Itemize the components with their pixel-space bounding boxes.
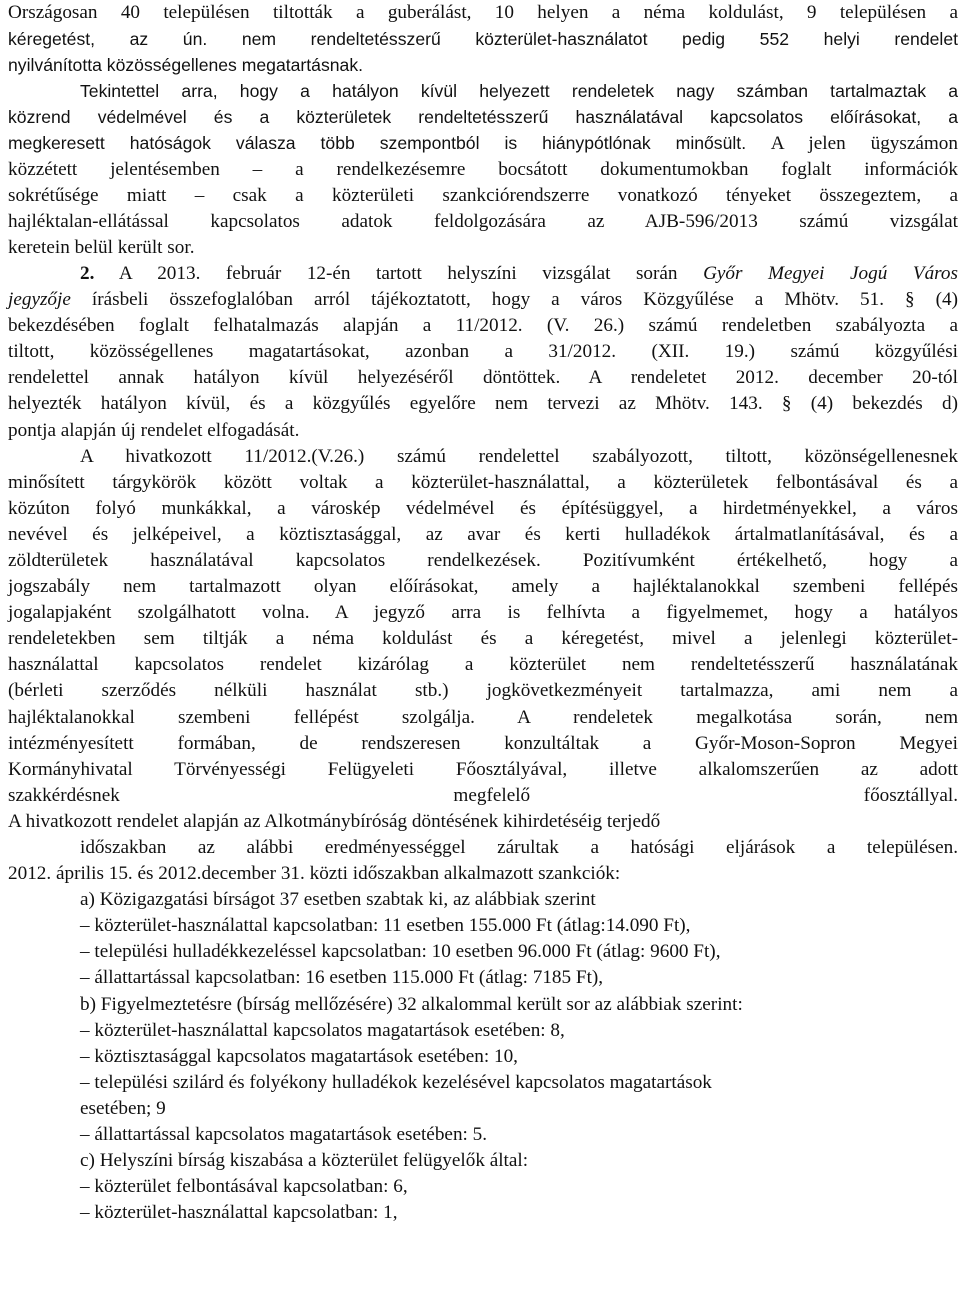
text-line: hajléktalan-ellátással kapcsolatos adatok feldolgozására az AJB-596/2013 számú vizsgálat (8, 210, 958, 232)
text-line: hajléktalanokkal szembeni fellépést szolgálja. A rendeletek megalkotása során, nem (8, 706, 958, 728)
text-line: Tekintettel arra, hogy a hatályon kívül helyezett rendeletek nagy számban tartalmaztak a (80, 81, 958, 102)
text-line: használattal kapcsolatos rendelet kizárólag a közterület nem rendeltetésszerű használatának (8, 654, 958, 676)
document-page (8, 0, 958, 1253)
text-line (8, 287, 958, 313)
list-item: – köztisztasággal kapcsolatos magatartások esetében: 10, (80, 1045, 518, 1067)
text-line: közrend védelmével és a közterületek rendeltetésszerű használatával kapcsolatos előírásokat, a (8, 107, 958, 128)
text-line: (bérleti szerződés nélküli használat stb.) jogkövetkezményeit tartalmazza, ami nem a (8, 680, 958, 702)
text-line: jogszabály nem tartalmazott olyan előírásokat, amely a hajléktalanokkal szembeni fellépés (8, 576, 958, 598)
text-line: Kormányhivatal Törvényességi Felügyeleti Főosztályával, illetve alkalomszerűen az adott (8, 758, 958, 780)
text-line: jogalapjaként szolgálhatott volna. A jegyző arra is felhívta a figyelmemet, hogy a hatályos (8, 602, 958, 624)
list-item (8, 1226, 958, 1252)
text-line: A hivatkozott rendelet alapján az Alkotmánybíróság döntésének kihirdetéséig terjedő (8, 810, 661, 832)
section-number: 2. (80, 262, 95, 284)
list-item-continuation: – állattartással kapcsolatos magatartások esetében: 5. (80, 1124, 488, 1146)
text-line: rendeletekben sem tiltják a néma koldulást és a kéregetést, mivel a jelenlegi közterület- (8, 628, 958, 650)
text-line: pontja alapján új rendelet elfogadását. (8, 419, 300, 441)
list-item: esetében; 9 (80, 1097, 166, 1119)
list-item: – közterület-használattal kapcsolatban: 1, (80, 1202, 398, 1224)
text-line: nevével és jelképeivel, a köztisztasággal, az avar és kerti hulladékok ártalmatlanításával, és a (8, 523, 958, 545)
text-line: bekezdésében foglalt felhatalmazás alapján a 11/2012. (V. 26.) számú rendeletben szabályozta a (8, 315, 958, 337)
text-line: időszakban az alábbi eredményességgel zárultak a hatósági eljárások a településen. (80, 837, 958, 858)
text-line: kéregetést, az ún. nem rendeltetésszerű közterület-használatot pedig 552 helyi rendelet (8, 29, 958, 50)
text-line: zöldterületek használatával kapcsolatos rendelkezések. Pozitívumként értékelhető, hogy a (8, 549, 958, 571)
text-span: jegyzője (8, 289, 71, 311)
text-line: nyilvánította közösségellenes megatartásnak. (8, 55, 364, 76)
text-line: Országosan 40 településen tiltották a guberálást, 10 helyen a néma koldulást, 9 településen a (8, 2, 958, 23)
text-line: intézményesített formában, de rendszeresen konzultáltak a Győr-Moson-Sopron Megyei (8, 732, 958, 754)
text-span: Győr Megyei Jogú Város (703, 262, 958, 284)
text-line: minősített tárgykörök között voltak a közterület-használattal, a közterületek felbontásával és a (8, 471, 958, 493)
text-line: A hivatkozott 11/2012.(V.26.) számú rendelettel szabályozott, tiltott, közönségellenesnek (80, 445, 958, 467)
text-line: sokrétűsége miatt – csak a közterületi szankciórendszerre vonatkozó tényeket összegeztem, a (8, 184, 958, 206)
text-line (8, 130, 958, 156)
text-line: rendelettel annak hatályon kívül helyezéséről döntöttek. A rendeletet 2012. december 20-tól (8, 367, 958, 389)
text-line: 2012. április 15. és 2012.december 31. közti időszakban alkalmazott szankciók: (8, 863, 621, 885)
text-line: közzétett jelentésemben – a rendelkezésemre bocsátott dokumentumokban foglalt információk (8, 158, 958, 180)
list-item: c) Helyszíni bírság kiszabása a közterület felügyelők által: (80, 1150, 529, 1172)
text-span: írásbeli összefoglalóban arról tájékoztatott, hogy a város Közgyűlése a Mhötv. 51. § (4) (70, 289, 958, 311)
text-span: A 2013. február 12-én tartott helyszíni vizsgálat során (94, 262, 704, 284)
list-heading: – közterület felbontásával kapcsolatban: 6, (80, 1176, 408, 1198)
text-line: helyezték hatályon kívül, és a közgyűlés egyelőre nem tervezi az Mhötv. 143. § (4) bekezdés d) (8, 393, 958, 415)
text-line: tiltott, közösségellenes magatartásokat, azonban a 31/2012. (XII. 19.) számú közgyűlési (8, 341, 958, 363)
list-item: – települési hulladékkezeléssel kapcsolatban: 10 esetben 96.000 Ft (átlag: 9600 Ft), (80, 941, 721, 963)
list-item: – állattartással kapcsolatban: 16 esetben 115.000 Ft (átlag: 7185 Ft), (80, 967, 604, 989)
text-line: szakkérdésnek megfelelő főosztállyal. (8, 784, 958, 806)
text-line: közúton folyó munkákkal, a városkép védelmével és építésüggyel, a hirdetményekkel, a város (8, 497, 958, 519)
list-heading: – közterület-használattal kapcsolatban: 11 esetben 155.000 Ft (átlag:14.090 Ft), (80, 915, 691, 937)
text-span: A jelen ügyszámon (770, 133, 958, 155)
text-line: keretein belül került sor. (8, 236, 195, 258)
list-item: – települési szilárd és folyékony hulladékok kezelésével kapcsolatos magatartások (80, 1071, 712, 1093)
text-line: a) Közigazgatási bírságot 37 esetben szabtak ki, az alábbiak szerint (80, 889, 596, 911)
text-line (8, 261, 958, 287)
list-item: b) Figyelmeztetésre (bírság mellőzésére) 32 alkalommal került sor az alábbiak szerint: (80, 993, 743, 1015)
text-span: megkeresett hatóságok válasza több szempontból is hiánypótlónak minősült. (8, 133, 747, 154)
list-heading: – közterület-használattal kapcsolatos magatartások esetében: 8, (80, 1019, 565, 1041)
